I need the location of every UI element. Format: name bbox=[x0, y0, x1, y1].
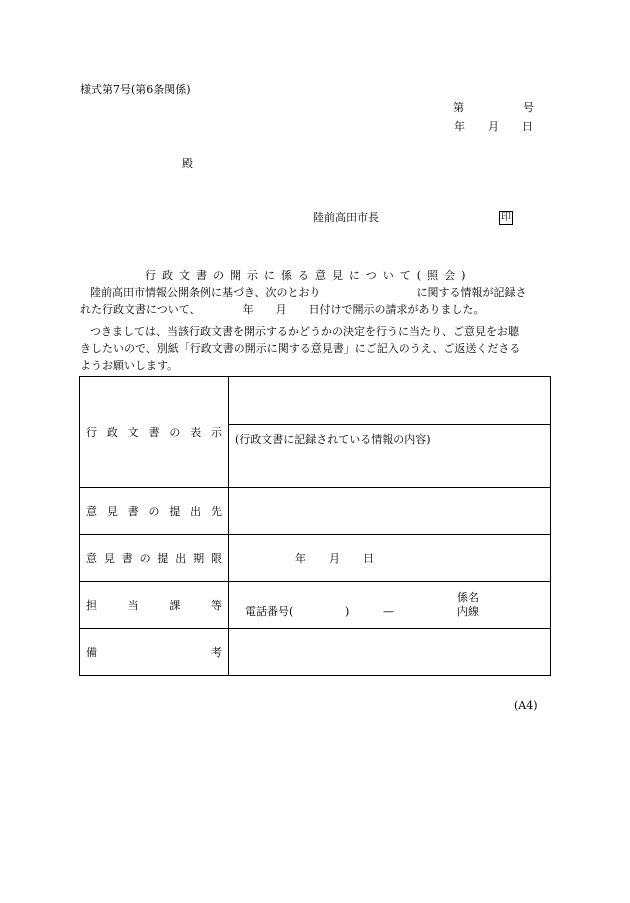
paper-size: (A4) bbox=[514, 699, 538, 712]
info-table bbox=[79, 376, 551, 676]
document-display-label: 行政文書の表示 bbox=[80, 377, 229, 488]
paragraph-2-line-1: つきましては、当該行政文書を開示するかどうかの決定を行うに当たり、ご意見をお聴 bbox=[90, 325, 519, 338]
seal-mark: 印 bbox=[501, 212, 511, 223]
paragraph-2-line-2: きしたいので、別紙「行政文書の開示に関する意見書」にご記入のうえ、ご返送くださる bbox=[80, 342, 521, 355]
document-title: 行政文書の開示に係る意見について(照会) bbox=[145, 269, 472, 282]
table-row-document bbox=[80, 377, 551, 488]
submit-to-cell bbox=[229, 488, 551, 535]
phone-label: 電話番号( bbox=[245, 605, 294, 618]
extension-label: 内線 bbox=[457, 605, 479, 618]
remarks-cell bbox=[229, 629, 551, 676]
table-row-submit-to bbox=[80, 488, 551, 535]
form-number: 様式第7号(第6条関係) bbox=[80, 83, 191, 96]
document-display-cell bbox=[229, 377, 551, 488]
paragraph-2 bbox=[80, 323, 550, 374]
paragraph-1-line-1: 陸前高田市情報公開条例に基づき、次のとおり に関する情報が記録さ bbox=[90, 286, 527, 299]
number-go: 号 bbox=[523, 101, 534, 114]
table-row-department bbox=[80, 582, 551, 629]
paragraph-2-line-3: ようお願いします。 bbox=[80, 359, 179, 372]
date-day: 日 bbox=[522, 120, 533, 133]
submit-to-label: 意見書の提出先 bbox=[80, 488, 229, 535]
department-cell bbox=[229, 582, 551, 629]
document-display-bottom bbox=[229, 425, 550, 487]
remarks-label: 備考 bbox=[80, 629, 229, 676]
document-info-note: (行政文書に記録されている情報の内容) bbox=[235, 432, 431, 446]
section-name-label: 係名 bbox=[457, 591, 479, 604]
date-year: 年 bbox=[454, 120, 465, 133]
deadline-year: 年 bbox=[295, 552, 306, 565]
deadline-label: 意見書の提出期限 bbox=[80, 535, 229, 582]
table-row-remarks bbox=[80, 629, 551, 676]
number-dai: 第 bbox=[453, 101, 464, 114]
deadline-day: 日 bbox=[363, 552, 374, 565]
department-label: 担当課等 bbox=[80, 582, 229, 629]
table-row-deadline bbox=[80, 535, 551, 582]
document-display-top bbox=[229, 378, 550, 425]
mayor-title: 陸前高田市長 bbox=[313, 211, 379, 224]
date-month: 月 bbox=[488, 120, 499, 133]
phone-dash: — bbox=[383, 605, 394, 618]
paragraph-1-line-2: れた行政文書について、 年 月 日付けで開示の請求がありました。 bbox=[80, 303, 485, 316]
deadline-month: 月 bbox=[329, 552, 340, 565]
addressee-dono: 殿 bbox=[182, 157, 193, 170]
deadline-cell bbox=[229, 535, 551, 582]
paragraph-1 bbox=[80, 284, 550, 318]
phone-close: ) bbox=[345, 605, 350, 618]
